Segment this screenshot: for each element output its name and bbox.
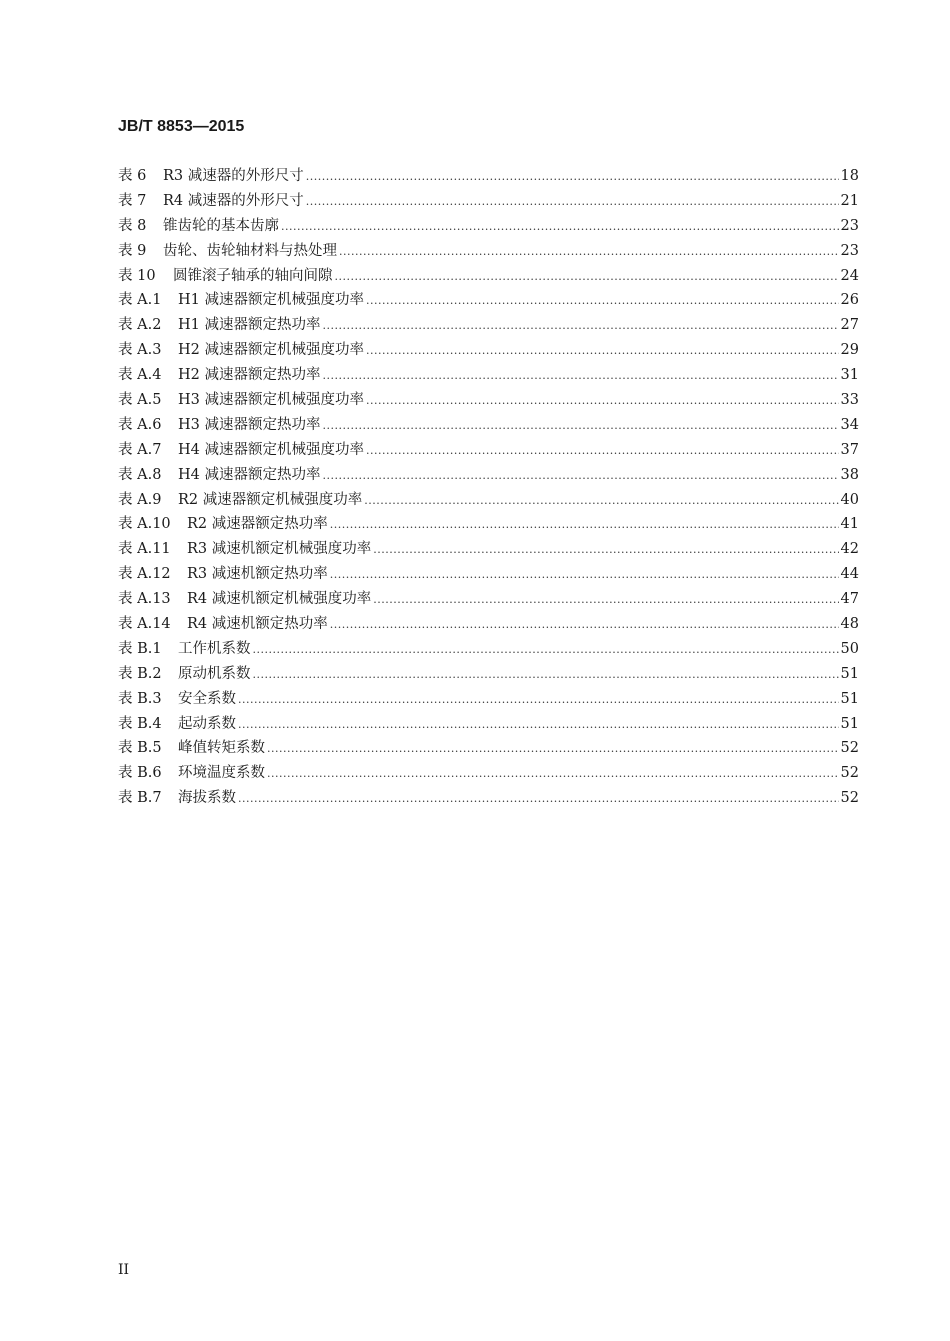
toc-entry-label: 表 A.5 bbox=[118, 392, 162, 409]
dot-leader bbox=[267, 762, 839, 787]
toc-entry-page: 18 bbox=[840, 168, 859, 184]
toc-entry-title: R4 减速机额定机械强度功率 bbox=[187, 591, 372, 608]
toc-entry-label: 表 A.9 bbox=[118, 491, 162, 508]
toc-entry-title: 环境温度系数 bbox=[178, 765, 265, 782]
toc-entry-label: 表 B.6 bbox=[118, 765, 162, 782]
dot-leader bbox=[339, 240, 839, 265]
toc-entry[interactable] bbox=[118, 288, 859, 313]
dot-leader bbox=[366, 389, 839, 414]
dot-leader bbox=[322, 314, 838, 339]
dot-leader bbox=[335, 265, 839, 290]
toc-entry-title: H1 减速器额定机械强度功率 bbox=[178, 292, 364, 309]
toc-entry-label: 表 A.14 bbox=[118, 616, 171, 633]
toc-entry[interactable] bbox=[118, 363, 859, 388]
toc-entry-page: 48 bbox=[840, 616, 859, 633]
toc-entry-page: 26 bbox=[840, 292, 859, 309]
toc-entry[interactable] bbox=[118, 488, 859, 513]
toc-entry[interactable] bbox=[118, 438, 859, 463]
toc-entry-label: 表 A.11 bbox=[118, 541, 171, 558]
toc-entry-title: H2 减速器额定机械强度功率 bbox=[178, 342, 364, 359]
toc-entry[interactable] bbox=[118, 587, 859, 612]
toc-entry-label: 表 A.7 bbox=[118, 441, 162, 458]
toc-entry-title: 齿轮、齿轮轴材料与热处理 bbox=[163, 242, 337, 259]
toc-entry-label: 表 B.4 bbox=[118, 715, 162, 732]
dot-leader bbox=[322, 414, 838, 439]
toc-entry-label: 表 B.2 bbox=[118, 665, 162, 682]
toc-entry-page: 42 bbox=[840, 541, 859, 558]
toc-entry-title: R3 减速机额定热功率 bbox=[187, 566, 328, 583]
toc-entry-title: H1 减速器额定热功率 bbox=[178, 317, 321, 334]
dot-leader bbox=[238, 787, 839, 812]
toc-entry[interactable] bbox=[118, 512, 859, 537]
document-code-header: JB/T 8853—2015 bbox=[118, 118, 245, 135]
toc-entry-title: R4 减速机额定热功率 bbox=[187, 616, 328, 633]
toc-entry-title: R4 减速器的外形尺寸 bbox=[163, 192, 304, 209]
toc-entry-title: H4 减速器额定热功率 bbox=[178, 466, 321, 483]
toc-entry-title: R3 减速机额定机械强度功率 bbox=[187, 541, 372, 558]
toc-entry-page: 52 bbox=[840, 790, 859, 807]
toc-entry-title: 锥齿轮的基本齿廓 bbox=[163, 217, 279, 234]
toc-entry[interactable] bbox=[118, 264, 859, 289]
toc-entry[interactable] bbox=[118, 736, 859, 761]
toc-entry-title: H2 减速器额定热功率 bbox=[178, 367, 321, 384]
toc-entry-page: 27 bbox=[840, 317, 859, 334]
toc-entry-page: 51 bbox=[840, 690, 859, 707]
toc-entry-title: R2 减速器额定热功率 bbox=[187, 516, 328, 533]
toc-entry[interactable] bbox=[118, 338, 859, 363]
toc-entry-title: 起动系数 bbox=[178, 715, 236, 732]
dot-leader bbox=[253, 663, 839, 688]
dot-leader bbox=[330, 513, 839, 538]
toc-entry-label: 表 A.3 bbox=[118, 342, 162, 359]
toc-entry-page: 31 bbox=[840, 367, 859, 384]
toc-entry-label: 表 B.5 bbox=[118, 740, 162, 757]
toc-entry-label: 表 A.8 bbox=[118, 466, 162, 483]
dot-leader bbox=[373, 538, 838, 563]
toc-entry-title: H4 减速器额定机械强度功率 bbox=[178, 441, 364, 458]
dot-leader bbox=[330, 563, 839, 588]
toc-entry-page: 21 bbox=[840, 192, 859, 209]
toc-entry-page: 44 bbox=[840, 566, 859, 583]
dot-leader bbox=[373, 588, 838, 613]
toc-entry-page: 47 bbox=[840, 591, 859, 608]
toc-entry-label: 表 8 bbox=[118, 217, 147, 234]
toc-entry-page: 38 bbox=[840, 466, 859, 483]
toc-entry-page: 51 bbox=[840, 715, 859, 732]
toc-entry[interactable] bbox=[118, 214, 859, 239]
dot-leader bbox=[322, 364, 838, 389]
dot-leader bbox=[366, 289, 839, 314]
toc-entry-label: 表 6 bbox=[118, 168, 147, 184]
dot-leader bbox=[281, 215, 839, 240]
dot-leader bbox=[366, 439, 839, 464]
toc-entry-page: 52 bbox=[840, 740, 859, 757]
toc-entry-page: 37 bbox=[840, 441, 859, 458]
toc-entry-label: 表 A.13 bbox=[118, 591, 171, 608]
toc-entry-title: 峰值转矩系数 bbox=[178, 740, 265, 757]
toc-entry[interactable] bbox=[118, 662, 859, 687]
toc-entry-page: 52 bbox=[840, 765, 859, 782]
toc-entry-label: 表 9 bbox=[118, 242, 147, 259]
dot-leader bbox=[238, 713, 839, 738]
toc-entry-label: 表 A.6 bbox=[118, 416, 162, 433]
toc-entry[interactable] bbox=[118, 761, 859, 786]
toc-entry[interactable] bbox=[118, 562, 859, 587]
toc-entry[interactable] bbox=[118, 388, 859, 413]
toc-entry-title: 安全系数 bbox=[178, 690, 236, 707]
toc-entry-page: 40 bbox=[840, 491, 859, 508]
toc-entry-title: 原动机系数 bbox=[178, 665, 251, 682]
toc-entry[interactable] bbox=[118, 537, 859, 562]
toc-entry[interactable] bbox=[118, 712, 859, 737]
toc-entry-title: R2 减速器额定机械强度功率 bbox=[178, 491, 363, 508]
toc-entry[interactable] bbox=[118, 313, 859, 338]
toc-entry-page: 50 bbox=[840, 640, 859, 657]
toc-entry[interactable] bbox=[118, 612, 859, 637]
dot-leader bbox=[366, 339, 839, 364]
toc-entry-label: 表 10 bbox=[118, 267, 156, 284]
toc-entry-title: 海拔系数 bbox=[178, 790, 236, 807]
toc-entry[interactable] bbox=[118, 463, 859, 488]
toc-entry-label: 表 A.1 bbox=[118, 292, 162, 309]
toc-entry-label: 表 A.2 bbox=[118, 317, 162, 334]
dot-leader bbox=[267, 737, 839, 762]
dot-leader bbox=[306, 190, 839, 215]
dot-leader bbox=[238, 688, 839, 713]
toc-entry[interactable] bbox=[118, 239, 859, 264]
dot-leader bbox=[306, 165, 839, 190]
toc-entry-label: 表 B.3 bbox=[118, 690, 162, 707]
toc-entry-page: 33 bbox=[840, 392, 859, 409]
toc-entry-title: R3 减速器的外形尺寸 bbox=[163, 168, 304, 184]
toc-entry-label: 表 B.1 bbox=[118, 640, 162, 657]
dot-leader bbox=[253, 638, 839, 663]
toc-entry-label: 表 A.4 bbox=[118, 367, 162, 384]
toc-entry[interactable] bbox=[118, 637, 859, 662]
toc-entry-page: 51 bbox=[840, 665, 859, 682]
toc-entry[interactable] bbox=[118, 413, 859, 438]
dot-leader bbox=[322, 464, 838, 489]
toc-entry-page: 23 bbox=[840, 217, 859, 234]
toc-entry-label: 表 A.12 bbox=[118, 566, 171, 583]
toc-entry-page: 24 bbox=[840, 267, 859, 284]
dot-leader bbox=[330, 613, 839, 638]
toc-entry-page: 41 bbox=[840, 516, 859, 533]
toc-entry-title: H3 减速器额定热功率 bbox=[178, 416, 321, 433]
toc-entry-title: H3 减速器额定机械强度功率 bbox=[178, 392, 364, 409]
toc-entry-label: 表 7 bbox=[118, 192, 147, 209]
page-number: II bbox=[118, 1262, 130, 1278]
toc-entry-page: 34 bbox=[840, 416, 859, 433]
toc-entry-title: 工作机系数 bbox=[178, 640, 251, 657]
toc-entry-page: 29 bbox=[840, 342, 859, 359]
toc-entry[interactable] bbox=[118, 164, 859, 189]
toc-entry-title: 圆锥滚子轴承的轴向间隙 bbox=[173, 267, 333, 284]
toc-entry-page: 23 bbox=[840, 242, 859, 259]
table-of-tables bbox=[118, 164, 859, 811]
toc-entry-label: 表 B.7 bbox=[118, 790, 162, 807]
dot-leader bbox=[364, 489, 838, 514]
toc-entry-label: 表 A.10 bbox=[118, 516, 171, 533]
toc-entry[interactable] bbox=[118, 687, 859, 712]
toc-entry[interactable] bbox=[118, 786, 859, 811]
toc-entry[interactable] bbox=[118, 189, 859, 214]
